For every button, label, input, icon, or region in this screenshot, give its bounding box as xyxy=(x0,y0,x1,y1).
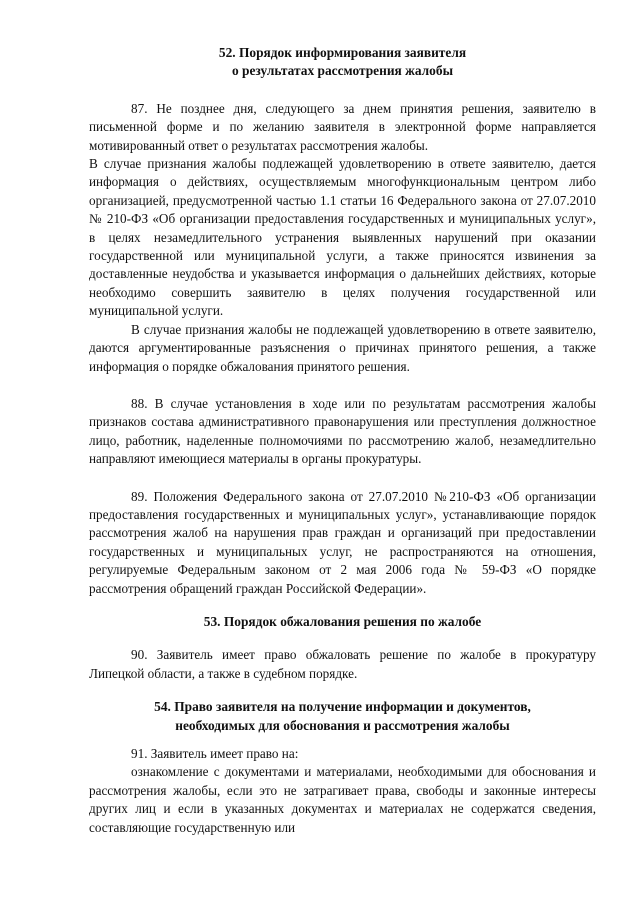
document-page xyxy=(89,44,596,837)
paragraph-87-rejected: В случае признания жалобы не подлежащей удовлетворению в ответе заявителю, даются аргументированные разъяснения о причинах принятого решения, а также информация о порядке обжалования принятого решения. xyxy=(89,321,596,374)
paragraph-87-satisfied: В случае признания жалобы подлежащей удовлетворению в ответе заявителю, дается информация о действиях, осуществляемым многофункциональным центром либо организацией, предусмотренной частью 1.1 статьи 16 Федерального закона от 27.07.2010 № 210-ФЗ «Об организации предоставления государственных и муниципальных услуг», в целях незамедлительного устранения выявленных нарушений при оказании государственной или муниципальной услуги, а также приносятся извинения за доставленные неудобства и указывается информация о дальнейших действиях, которые необходимо совершить заявителю в целях получения государственной или муниципальной услуги. xyxy=(89,156,596,319)
section-53-heading: 53. Порядок обжалования решения по жалобе xyxy=(203,613,482,629)
paragraph-91: 91. Заявитель имеет право на: xyxy=(131,746,299,761)
paragraph-88: 88. В случае установления в ходе или по результатам рассмотрения жалобы признаков состава административного правонарушения или преступления должностное лицо, работник, наделенные полномочиями по рассмотрению жалоб, незамедлительно направляют имеющиеся материалы в органы прокуратуры. xyxy=(89,395,596,467)
paragraph-91-familiarization: ознакомление с документами и материалами, необходимыми для обоснования и рассмотрения жалобы, если это не затрагивает права, свободы и законные интересы других лиц и если в указанных документах и материалах не содержатся сведения, составляющие государственную или xyxy=(89,764,596,835)
section-54-heading: 54. Право заявителя на получение информации и документов, необходимых для обоснования и рассмотрения жалобы xyxy=(154,699,531,733)
paragraph-87: 87. Не позднее дня, следующего за днем принятия решения, заявителю в письменной форме и по желанию заявителя в электронной форме направляется мотивированный ответ о результатах рассмотрения жалобы. xyxy=(89,100,596,153)
paragraph-90: 90. Заявитель имеет право обжаловать решение по жалобе в прокуратуру Липецкой области, а также в судебном порядке. xyxy=(89,647,596,681)
section-52-heading: 52. Порядок информирования заявителя о результатах рассмотрения жалобы xyxy=(218,45,467,79)
paragraph-89: 89. Положения Федерального закона от 27.07.2010 №210-ФЗ «Об организации предоставления государственных и муниципальных услуг», устанавливающие порядок рассмотрения жалоб на нарушения прав граждан и организаций при предоставлении государственных и муниципальных услуг, не распространяются на отношения, регулируемые Федеральным законом от 2 мая 2006 года № 59-ФЗ «О порядке рассмотрения обращений граждан Российской Федерации». xyxy=(89,488,596,596)
